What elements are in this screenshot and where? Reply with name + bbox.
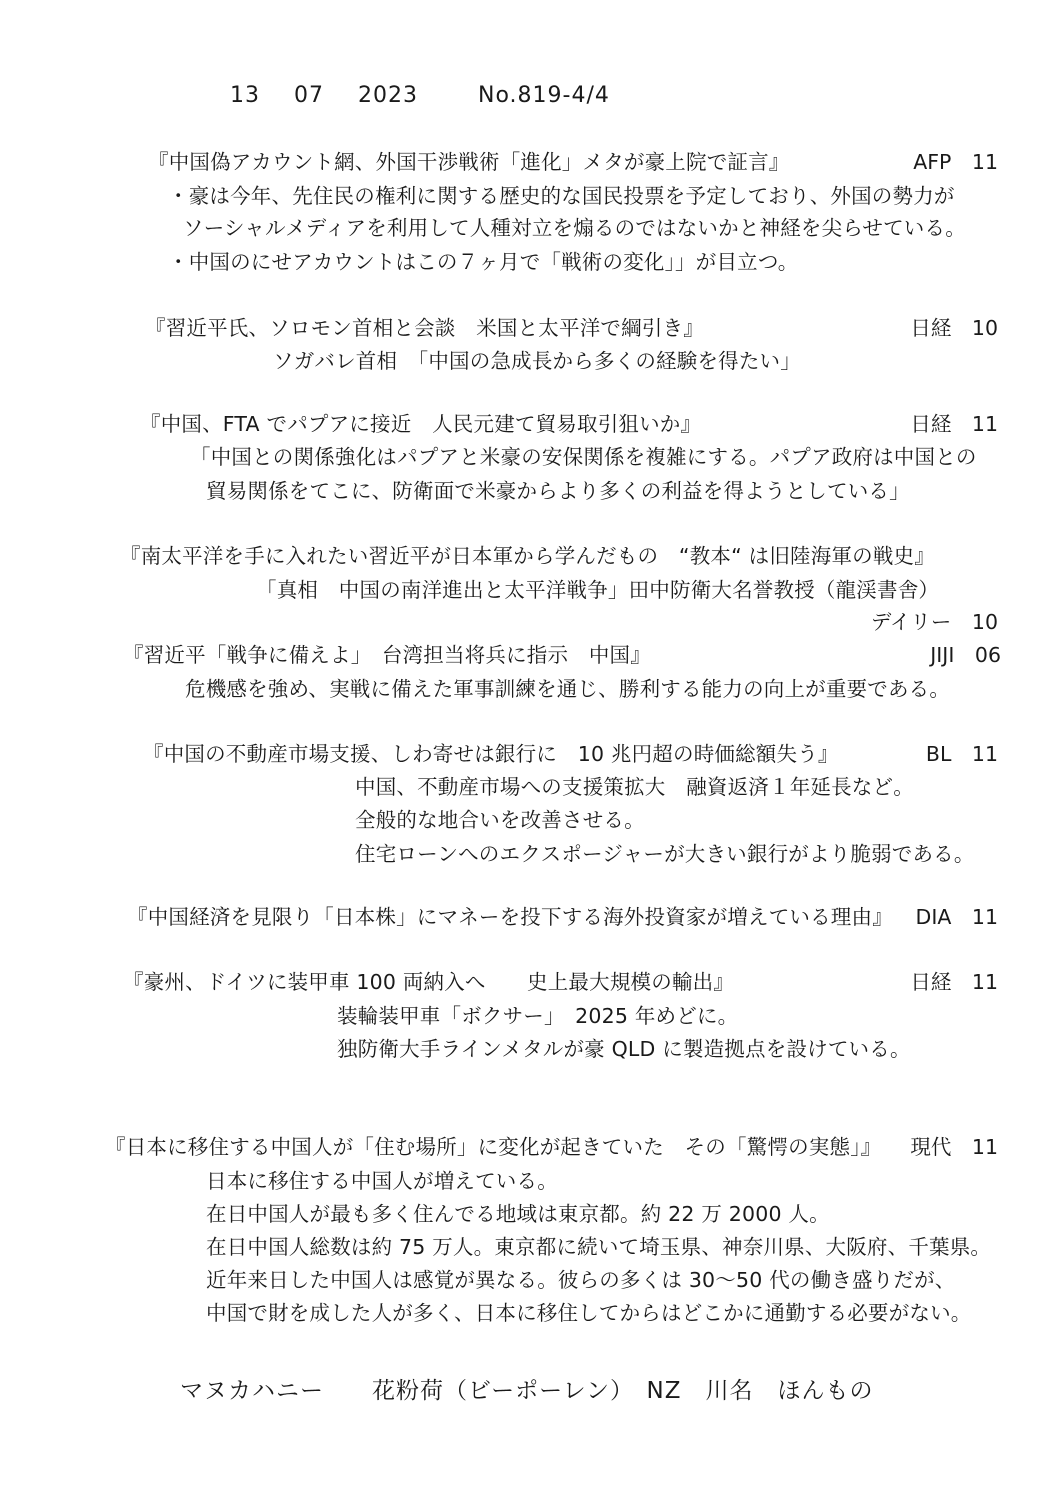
- header-day: 13: [230, 83, 260, 108]
- article-line: 貿易関係をてこに、防衛面で米豪からより多くの利益を得ようとしている」: [206, 479, 910, 503]
- article-line: ・豪は今年、先住民の権利に関する歴史的な国民投票を予定しており、外国の勢力が: [168, 184, 955, 208]
- article-title: 『中国の不動産市場支援、しわ寄せは銀行に 10 兆円超の時価総額失う』: [143, 742, 839, 766]
- article-title: 『習近平「戦争に備えよ」 台湾担当将兵に指示 中国』: [123, 643, 651, 667]
- article-line: 近年来日した中国人は感覚が異なる。彼らの多くは 30～50 代の働き盛りだが、: [206, 1268, 956, 1292]
- article-source: DIA 11: [915, 905, 998, 929]
- article-source: 日経 11: [910, 412, 998, 436]
- article-source: BL 11: [925, 742, 998, 766]
- article-line: ソーシャルメディアを利用して人種対立を煽るのではないかと神経を尖らせている。: [183, 216, 966, 240]
- article-line: 在日中国人総数は約 75 万人。東京都に続いて埼玉県、神奈川県、大阪府、千葉県。: [206, 1235, 992, 1259]
- article-line: 中国で財を成した人が多く、日本に移住してからはどこかに通勤する必要がない。: [206, 1301, 972, 1325]
- article-line: 全般的な地合いを改善させる。: [355, 808, 645, 832]
- article-line: ・中国のにせアカウントはこの７ヶ月で「戦術の変化」」が目立つ。: [168, 250, 799, 274]
- article-line: 「中国との関係強化はパプアと米豪の安保関係を複雑にする。パプア政府は中国との: [190, 445, 977, 469]
- header-issue-number: No.819-4/4: [478, 83, 610, 108]
- article-source: 日経 10: [910, 316, 998, 340]
- article-title: 『中国偽アカウント網、外国干渉戦術「進化」メタが豪上院で証言』: [148, 150, 790, 174]
- article-title: 『南太平洋を手に入れたい習近平が日本軍から学んだもの “教本“ は旧陸海軍の戦史』: [120, 544, 935, 568]
- article-title: 『日本に移住する中国人が「住む場所」に変化が起きていた その「驚愕の実態」』: [105, 1135, 882, 1159]
- header-year: 2023: [358, 83, 418, 108]
- article-line: 危機感を強め、実戦に備えた軍事訓練を通じ、勝利する能力の向上が重要である。: [185, 677, 951, 701]
- article-line: 住宅ローンへのエクスポージャーが大きい銀行がより脆弱である。: [355, 842, 975, 866]
- article-line: ソガバレ首相 「中国の急成長から多くの経験を得たい」: [273, 349, 801, 373]
- article-title: 『豪州、ドイツに装甲車 100 両納入へ 史上最大規模の輸出』: [123, 970, 735, 994]
- article-source: デイリー 10: [870, 610, 998, 634]
- header-month: 07: [294, 83, 324, 108]
- article-line: 「真相 中国の南洋進出と太平洋戦争」田中防衛大名誉教授（龍渓書舎）: [256, 578, 940, 602]
- article-line: 日本に移住する中国人が増えている。: [206, 1169, 558, 1193]
- article-source: 現代 11: [910, 1135, 998, 1159]
- article-line: 在日中国人が最も多く住んでる地域は東京都。約 22 万 2000 人。: [206, 1202, 830, 1226]
- issue-header: [230, 82, 610, 110]
- article-line: 中国、不動産市場への支援策拡大 融資返済１年延長など。: [355, 775, 914, 799]
- article-source: JIJI 06: [930, 643, 1001, 667]
- article-title: 『習近平氏、ソロモン首相と会談 米国と太平洋で綱引き』: [145, 316, 704, 340]
- footer-advertisement: マヌカハニー 花粉荷（ビーポーレン） NZ 川名 ほんもの: [180, 1378, 874, 1404]
- article-title: 『中国、FTA でパプアに接近 人民元建て貿易取引狙いか』: [140, 412, 702, 436]
- article-source: 日経 11: [910, 970, 998, 994]
- article-source: AFP 11: [913, 150, 998, 174]
- article-title: 『中国経済を見限り「日本株」にマネーを投下する海外投資家が増えている理由』: [127, 905, 893, 929]
- article-line: 装輪装甲車「ボクサー」 2025 年めどに。: [337, 1004, 739, 1028]
- article-line: 独防衛大手ラインメタルが豪 QLD に製造拠点を設けている。: [337, 1037, 911, 1061]
